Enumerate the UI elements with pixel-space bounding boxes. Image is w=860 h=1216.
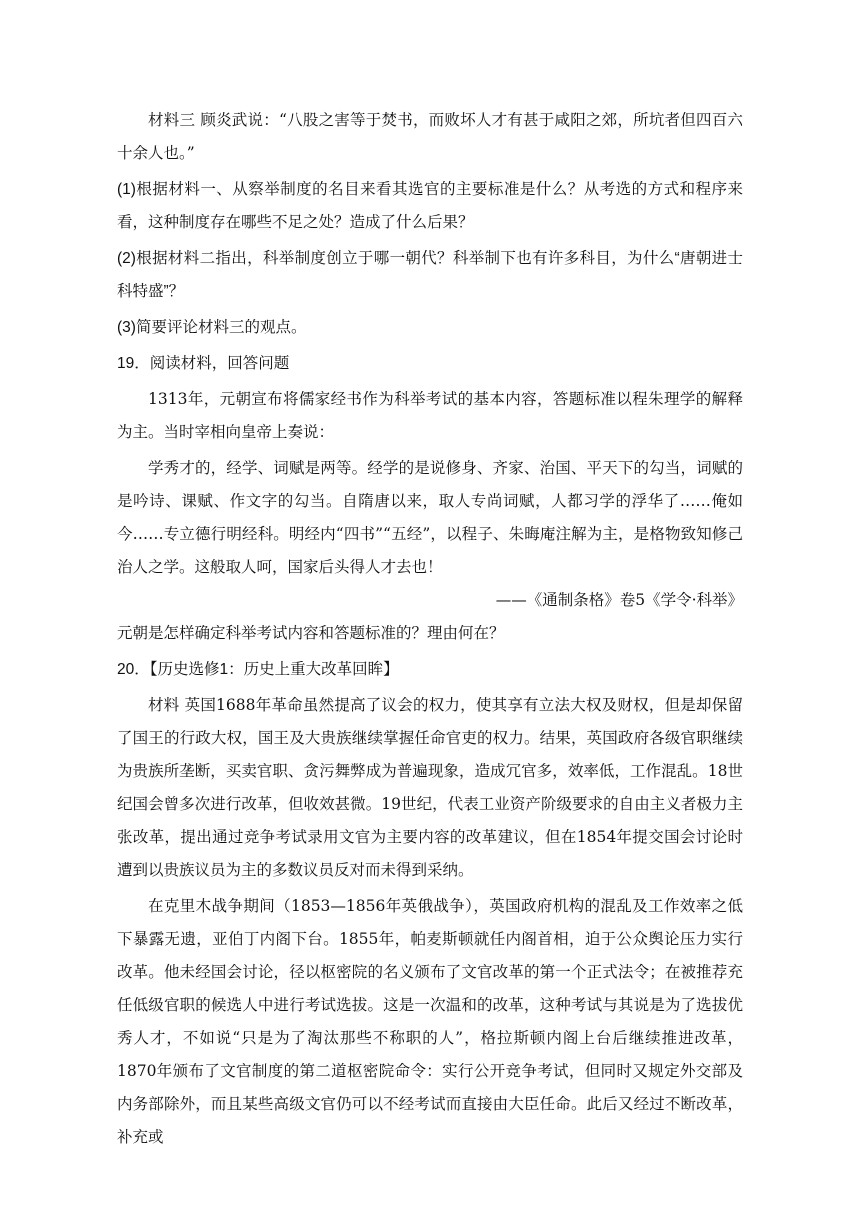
question-20-title: 20．【历史选修1：历史上重大改革回眸】 [117, 661, 399, 678]
question-3: (3)简要评论材料三的观点。 [117, 319, 307, 336]
question-19-source: ——《通制条格》卷5《学令·科举》 [495, 591, 743, 609]
question-19-intro: 1313年，元朝宣布将儒家经书作为科举考试的基本内容，答题标准以程朱理学的解释为主。当时宰相向皇帝上奏说： [117, 390, 743, 441]
question-1: (1)根据材料一、从察举制度的名目来看其选官的主要标准是什么？从考选的方式和程序来看，这种制度存在哪些不足之处？造成了什么后果？ [117, 181, 743, 231]
question-2: (2)根据材料二指出，科举制度创立于哪一朝代？科举制下也有许多科目，为什么“唐朝进士科特盛”？ [117, 250, 743, 300]
question-19-quote: 学秀才的，经学、词赋是两等。经学的是说修身、齐家、治国、平天下的勾当，词赋的是吟诗、课赋、作文字的勾当。自隋唐以来，取人专尚词赋，人都习学的浮华了……俺如今……专立德行明经科。明经内“四书”“五经”，以程子、朱晦庵注解为主，是格物致知修己治人之学。这般取人呵，国家后头得人才去也！ [117, 459, 743, 576]
question-19-title: 19．阅读材料，回答问题 [117, 355, 290, 372]
question-19-question: 元朝是怎样确定科举考试内容和答题标准的？理由何在？ [117, 625, 505, 642]
document-body [117, 104, 743, 1154]
material-three-paragraph: 材料三 顾炎武说：“八股之害等于焚书，而败坏人才有甚于咸阳之郊，所坑者但四百六十余人也。” [117, 111, 743, 162]
question-20-material-paragraph-2: 在克里木战争期间（1853—1856年英俄战争），英国政府机构的混乱及工作效率之低下暴露无遗，亚伯丁内阁下台。1855年，帕麦斯顿就任内阁首相，迫于公众舆论压力实行改革。他未经国会讨论，径以枢密院的名义颁布了文官改革的第一个正式法令；在被推荐充任低级官职的候选人中进行考试选拔。这是一次温和的改革，这种考试与其说是为了选拔优秀人才，不如说“只是为了淘汰那些不称职的人”，格拉斯顿内阁上台后继续推进改革，1870年颁布了文官制度的第二道枢密院命令：实行公开竞争考试，但同时又规定外交部及内务部除外，而且某些高级文官仍可以不经考试而直接由大臣任命。此后又经过不断改革，补充或 [117, 897, 743, 1146]
question-20-material-paragraph-1: 材料 英国1688年革命虽然提高了议会的权力，使其享有立法大权及财权，但是却保留了国王的行政大权，国王及大贵族继续掌握任命官吏的权力。结果，英国政府各级官职继续为贵族所垄断，买卖官职、贪污舞弊成为普遍现象，造成冗官多，效率低，工作混乱。18世纪国会曾多次进行改革，但收效甚微。19世纪，代表工业资产阶级要求的自由主义者极力主张改革，提出通过竞争考试录用文官为主要内容的改革建议，但在1854年提交国会讨论时遭到以贵族议员为主的多数议员反对而未得到采纳。 [117, 696, 743, 879]
